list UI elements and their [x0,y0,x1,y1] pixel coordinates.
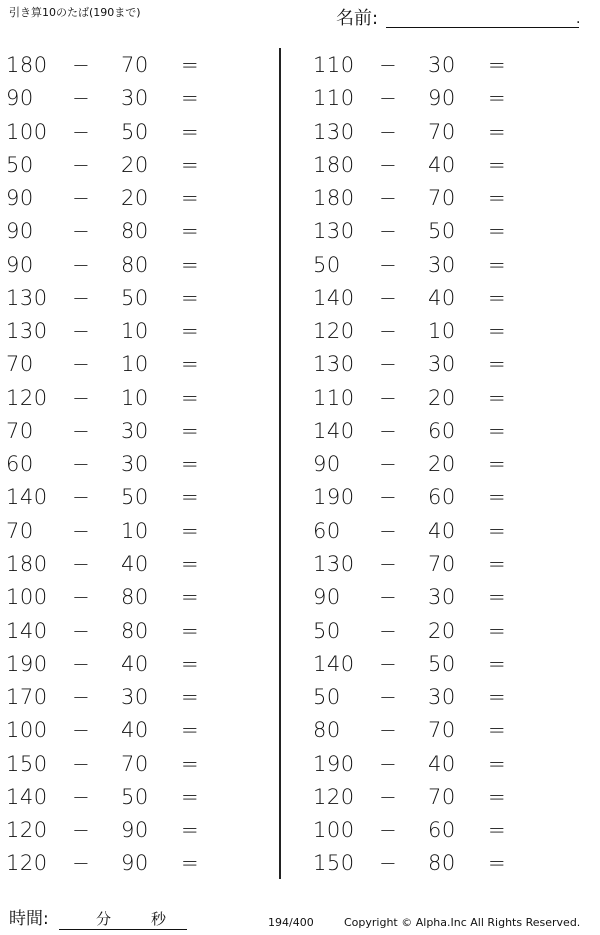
equals-sign: = [488,385,506,410]
problem-row [0,814,240,847]
subtrahend: 10 [121,518,149,543]
subtrahend: 60 [428,818,456,843]
problem-row [307,714,547,747]
problem-row [0,515,240,548]
minus-sign: − [72,319,90,344]
equals-sign: = [488,518,506,543]
minus-sign: − [379,851,397,876]
minuend: 120 [6,818,48,843]
time-field[interactable] [9,908,194,932]
minuend: 110 [313,53,355,77]
problem-column-left [0,49,240,881]
equals-sign: = [181,186,199,211]
problem-row [0,315,240,348]
subtrahend: 80 [121,252,149,277]
subtrahend: 90 [121,818,149,843]
subtrahend: 50 [121,119,149,144]
minuend: 140 [6,485,48,510]
equals-sign: = [181,86,199,111]
problem-row [0,548,240,581]
minus-sign: − [379,186,397,211]
subtrahend: 20 [428,452,456,477]
minus-sign: − [72,119,90,144]
equals-sign: = [181,452,199,477]
minus-sign: − [379,718,397,743]
subtrahend: 70 [121,53,149,77]
equals-sign: = [488,485,506,510]
minus-sign: − [379,685,397,710]
minuend: 60 [313,518,341,543]
problem-row [0,49,240,82]
equals-sign: = [488,551,506,576]
minuend: 110 [313,86,355,111]
seconds-label: 秒 [151,910,167,928]
problem-row [0,648,240,681]
problem-row [307,348,547,381]
minuend: 190 [6,651,48,676]
subtrahend: 50 [121,485,149,510]
problem-row [0,481,240,514]
minus-sign: − [379,485,397,510]
subtrahend: 50 [121,784,149,809]
subtrahend: 70 [428,551,456,576]
minuend: 90 [6,219,34,244]
minuend: 120 [6,385,48,410]
subtrahend: 30 [428,685,456,710]
problem-row [0,382,240,415]
subtrahend: 80 [428,851,456,876]
problem-row [307,448,547,481]
subtrahend: 50 [121,285,149,310]
minuend: 180 [313,152,355,177]
equals-sign: = [488,751,506,776]
problem-row [307,415,547,448]
problem-row [307,149,547,182]
subtrahend: 90 [428,86,456,111]
minus-sign: − [72,818,90,843]
problem-row [307,49,547,82]
minuend: 180 [6,551,48,576]
equals-sign: = [488,452,506,477]
problem-row [0,415,240,448]
minuend: 130 [313,219,355,244]
problem-row [0,282,240,315]
problem-row [307,615,547,648]
minuend: 70 [6,352,34,377]
subtrahend: 80 [121,618,149,643]
subtrahend: 90 [121,851,149,876]
minuend: 130 [313,352,355,377]
minuend: 110 [313,385,355,410]
equals-sign: = [181,784,199,809]
minus-sign: − [379,285,397,310]
minuend: 140 [6,784,48,809]
minuend: 80 [313,718,341,743]
problem-row [307,315,547,348]
minuend: 50 [313,252,341,277]
name-label: 名前: [336,8,379,29]
subtrahend: 30 [428,352,456,377]
problem-row [307,515,547,548]
minuend: 190 [313,751,355,776]
problem-row [307,481,547,514]
minuend: 90 [313,452,341,477]
equals-sign: = [181,219,199,244]
minus-sign: − [379,618,397,643]
equals-sign: = [488,718,506,743]
equals-sign: = [181,485,199,510]
minuend: 180 [6,53,48,77]
minus-sign: − [72,518,90,543]
problem-row [307,847,547,880]
subtrahend: 20 [428,618,456,643]
minuend: 170 [6,685,48,710]
copyright-notice: Copyright © Alpha.Inc All Rights Reserved. [344,916,581,929]
minus-sign: − [379,452,397,477]
equals-sign: = [181,285,199,310]
equals-sign: = [181,551,199,576]
minus-sign: − [72,751,90,776]
minus-sign: − [72,452,90,477]
minuend: 60 [6,452,34,477]
minus-sign: − [379,86,397,111]
subtrahend: 40 [121,551,149,576]
equals-sign: = [488,252,506,277]
problem-row [307,116,547,149]
equals-sign: = [488,219,506,244]
problem-row [0,581,240,614]
equals-sign: = [181,418,199,443]
subtrahend: 60 [428,418,456,443]
time-underline[interactable] [59,929,187,930]
problem-row [0,748,240,781]
subtrahend: 30 [428,53,456,77]
minuend: 120 [6,851,48,876]
problem-row [307,282,547,315]
minus-sign: − [72,618,90,643]
minus-sign: − [379,551,397,576]
subtrahend: 80 [121,585,149,610]
equals-sign: = [181,818,199,843]
minus-sign: − [72,285,90,310]
equals-sign: = [181,119,199,144]
problem-row [307,581,547,614]
problem-row [307,82,547,115]
subtrahend: 30 [121,418,149,443]
equals-sign: = [488,784,506,809]
minuend: 190 [313,485,355,510]
minuend: 130 [6,319,48,344]
equals-sign: = [488,818,506,843]
subtrahend: 50 [428,651,456,676]
equals-sign: = [488,285,506,310]
name-end-mark: . [576,11,581,27]
minuend: 90 [6,186,34,211]
equals-sign: = [181,152,199,177]
minus-sign: − [379,651,397,676]
minus-sign: − [72,685,90,710]
minus-sign: − [72,53,90,77]
minus-sign: − [379,818,397,843]
subtrahend: 50 [428,219,456,244]
equals-sign: = [488,319,506,344]
problem-row [0,116,240,149]
subtrahend: 40 [428,152,456,177]
minuend: 50 [313,618,341,643]
minus-sign: − [379,518,397,543]
name-field[interactable] [336,6,588,32]
minuend: 140 [313,285,355,310]
minuend: 150 [6,751,48,776]
problem-row [307,249,547,282]
equals-sign: = [181,651,199,676]
equals-sign: = [488,685,506,710]
minus-sign: − [72,784,90,809]
equals-sign: = [181,319,199,344]
minuend: 150 [313,851,355,876]
minus-sign: − [379,319,397,344]
equals-sign: = [181,718,199,743]
problem-row [307,814,547,847]
minus-sign: − [379,418,397,443]
minus-sign: − [72,718,90,743]
equals-sign: = [488,585,506,610]
problem-row [0,348,240,381]
problem-row [307,182,547,215]
minuend: 50 [313,685,341,710]
problem-column-right [307,49,547,881]
minuend: 130 [313,119,355,144]
subtrahend: 30 [121,86,149,111]
minuend: 70 [6,518,34,543]
subtrahend: 10 [121,352,149,377]
page-number: 194/400 [268,916,314,929]
equals-sign: = [181,252,199,277]
equals-sign: = [181,518,199,543]
problem-row [307,681,547,714]
subtrahend: 10 [121,319,149,344]
problem-row [307,382,547,415]
subtrahend: 70 [428,186,456,211]
column-divider [279,48,281,879]
minuend: 100 [6,718,48,743]
minuend: 180 [313,186,355,211]
minuend: 130 [6,285,48,310]
subtrahend: 40 [121,651,149,676]
subtrahend: 80 [121,219,149,244]
minus-sign: − [72,485,90,510]
problem-row [0,182,240,215]
subtrahend: 30 [428,585,456,610]
equals-sign: = [181,685,199,710]
problem-row [0,149,240,182]
equals-sign: = [181,585,199,610]
subtrahend: 30 [121,685,149,710]
equals-sign: = [181,385,199,410]
problem-row [307,781,547,814]
minus-sign: − [379,585,397,610]
problem-row [307,215,547,248]
equals-sign: = [488,53,506,77]
subtrahend: 30 [121,452,149,477]
problem-row [0,82,240,115]
subtrahend: 10 [121,385,149,410]
problem-row [0,847,240,880]
minuend: 130 [313,551,355,576]
minus-sign: − [379,119,397,144]
equals-sign: = [488,152,506,177]
problem-row [0,249,240,282]
minuend: 140 [313,418,355,443]
subtrahend: 30 [428,252,456,277]
minus-sign: − [72,385,90,410]
equals-sign: = [488,186,506,211]
name-underline[interactable] [386,27,579,28]
subtrahend: 70 [428,119,456,144]
equals-sign: = [181,851,199,876]
minus-sign: − [379,784,397,809]
minus-sign: − [72,86,90,111]
minuend: 90 [313,585,341,610]
minuend: 100 [6,585,48,610]
subtrahend: 70 [121,751,149,776]
subtrahend: 40 [428,285,456,310]
equals-sign: = [488,418,506,443]
minuend: 70 [6,418,34,443]
problem-row [0,714,240,747]
problem-row [0,681,240,714]
minuend: 90 [6,86,34,111]
equals-sign: = [488,851,506,876]
minus-sign: − [72,651,90,676]
minus-sign: − [72,418,90,443]
minus-sign: − [72,551,90,576]
subtrahend: 60 [428,485,456,510]
equals-sign: = [181,53,199,77]
minuend: 100 [6,119,48,144]
minuend: 140 [6,618,48,643]
minus-sign: − [72,352,90,377]
problem-row [307,748,547,781]
problem-row [307,648,547,681]
problem-row [0,615,240,648]
subtrahend: 20 [121,186,149,211]
worksheet-title: 引き算10のたば(190まで) [9,6,141,19]
minus-sign: − [379,152,397,177]
subtrahend: 40 [428,751,456,776]
time-label: 時間: [9,909,49,929]
equals-sign: = [488,119,506,144]
minus-sign: − [72,186,90,211]
minus-sign: − [72,585,90,610]
minus-sign: − [379,751,397,776]
minus-sign: − [72,252,90,277]
equals-sign: = [488,618,506,643]
problem-row [0,781,240,814]
minuend: 120 [313,784,355,809]
minuend: 120 [313,319,355,344]
equals-sign: = [488,651,506,676]
equals-sign: = [181,618,199,643]
subtrahend: 70 [428,784,456,809]
subtrahend: 40 [121,718,149,743]
equals-sign: = [181,751,199,776]
minus-sign: − [72,219,90,244]
equals-sign: = [181,352,199,377]
equals-sign: = [488,352,506,377]
subtrahend: 10 [428,319,456,344]
minus-sign: − [379,352,397,377]
problem-row [0,448,240,481]
subtrahend: 20 [121,152,149,177]
minus-sign: − [379,219,397,244]
subtrahend: 20 [428,385,456,410]
minus-sign: − [72,851,90,876]
minutes-label: 分 [96,910,112,928]
problem-row [307,548,547,581]
equals-sign: = [488,86,506,111]
minuend: 100 [313,818,355,843]
minus-sign: − [379,385,397,410]
minuend: 140 [313,651,355,676]
minus-sign: − [379,252,397,277]
minuend: 50 [6,152,34,177]
subtrahend: 70 [428,718,456,743]
minus-sign: − [379,53,397,77]
minus-sign: − [72,152,90,177]
problem-row [0,215,240,248]
subtrahend: 40 [428,518,456,543]
minuend: 90 [6,252,34,277]
